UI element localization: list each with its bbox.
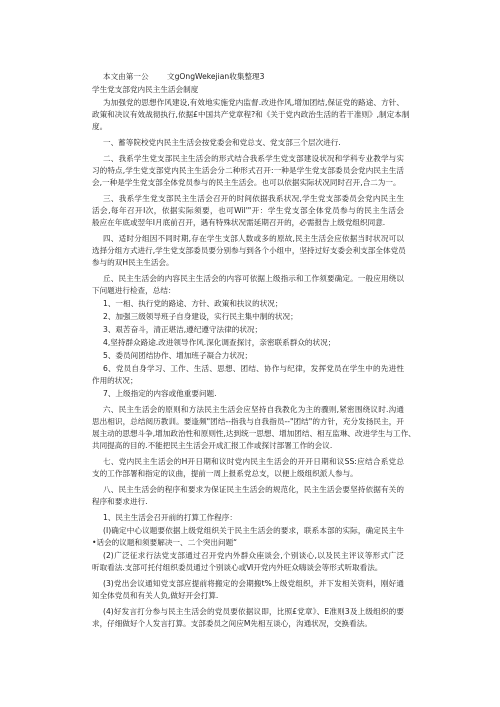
text-line: 八、民主生活会的程序和要求为保证民主生活会的规范化，民主生活会要坚持依据有关的 — [103, 485, 404, 494]
text-line: 7、上级指定的内容或他重要问题. — [103, 389, 217, 398]
text-line: 三、我系学生党支部民主生活会召开的时间依据我系状况,学生党支部委员会党内民主生 — [103, 194, 404, 203]
text-line: 二、我系学生党支部民主生活会的形式结合我系学生党支部建设状况和学科专业教学与实 — [103, 154, 404, 163]
paragraph-procedure-step — [92, 606, 404, 630]
text-line: 四、适时分组因不同时期,存在学生支部人数或多的原故,民主生活会应依据当时状况可以 — [103, 234, 404, 243]
text-line: 知全体党员和有关人负,做好开会打算. — [92, 591, 219, 600]
text-line: 习的特点,学生党支部党内民主生活会分二种形式召开:一种是学生党支部委员会党内民主生活 — [92, 166, 404, 175]
list-item — [92, 363, 404, 387]
text-line: 5、委员间团结协作、增加班子凝合力状况； — [103, 351, 253, 360]
paragraph-preamble — [92, 97, 410, 133]
text-line: 1、一相、执行党的路途、方针、政策和扶议的状况； — [103, 299, 283, 308]
list-item — [92, 298, 404, 310]
text-line: 为加强党的思想作风建设,有效地实施党内监督.改进作风,增加团结,保证党的路途、方针、 — [103, 98, 404, 107]
paragraph-article-3 — [92, 193, 404, 229]
document-page — [92, 71, 416, 630]
text-line: 3、艰苦奋斗，清正堪洁,遵纪遵守法律的状况； — [103, 325, 263, 334]
paragraph-article-1 — [92, 137, 404, 149]
paragraph-article-5 — [92, 273, 404, 297]
list-item — [92, 324, 404, 336]
text-line: 一、蓄等院校党内民主生活会按党委会和党总支、党支部三个层次进行. — [103, 138, 341, 147]
text-line: 选择分组方式进行,学生党支部委员要分别参与到各个小组中，坚持过好支委会利支部全体党员 — [92, 246, 406, 255]
text-line: 参与的双H民主生活会。 — [92, 258, 174, 267]
text-line: (4)好发言打分参与民主生活会的党员要依据议即，比照£党章》、E准则3及上级组织的要 — [103, 607, 404, 616]
text-line: 丘、民主生活会的内容民主生活会的内容可依据上级指示和工作须要确定。一般应用绕以 — [103, 274, 404, 283]
paragraph-procedure-step — [92, 525, 404, 549]
text-line: (3)党出会议通知党支部应提前将搬定的会期搬t%上级党组织，并下发相关资料，刚好通 — [103, 579, 404, 588]
paragraph-procedure-heading — [92, 512, 404, 524]
paragraph-procedure-step — [92, 578, 404, 602]
text-line: 七、党内民主生活会的H开日期和议时党内民主生活会的开开日期和议SS:应结合系党总 — [103, 457, 404, 466]
text-line: 程序和要求进行. — [92, 497, 148, 506]
text-line: 度。 — [92, 122, 108, 131]
text-line: 政策和决议有效战彻执行,依据£中国共产党章程?和《关于党内政治生活的若干准则》,制定本制 — [92, 110, 410, 119]
text-line: 4,坚持群众路途.改进领导作风.深化调查探讨，亲密联系群众的状况； — [103, 338, 336, 347]
text-line: 共同提高的目的.不能把民主生活会开成汇报工作或探讨部署工作的会议. — [92, 441, 333, 450]
text-line: 活会,每年召开I次，依据实际须要，也可Wil'"开：学生党支部全体党员参与的民主生活会 — [92, 206, 404, 215]
text-line: 般应在年底或翌年Ⅰ月底前召开，遇有特殊状况需延期召开的，必需报告上级党组织同意. — [92, 218, 386, 227]
text-line: 6、党员自身学习、工作、生活、思想、团结、协作与纪律，发挥党员在学生中的先进性 — [103, 364, 404, 373]
text-line: 展主动的思想斗争,增加政治性和原则性,达到统一思想、增加团结、相互监琳、改进学生与工作、 — [92, 429, 416, 438]
source-header-suffix: 文gOngWekejian收集整理3 — [167, 72, 265, 81]
paragraph-article-7 — [92, 456, 404, 480]
text-line: •话会的议题和须要解决一、二个突出问题“ — [92, 538, 238, 547]
text-line: (2)广泛征求行法党支部通过召开党内外群众座谈会,个别谈心,以及民主评议等形式广泛 — [103, 551, 404, 560]
list-item — [92, 350, 404, 362]
source-header — [92, 71, 404, 83]
text-line: 思出相识，总结阅历教训。要逢频"团结--指我与自我指员--"团结"的方针，充分发扬民主，开 — [92, 417, 404, 426]
document-title: 学生党支部党内民主生活会制度 — [92, 85, 199, 94]
text-line: 2、加强三级领导班子自身建设，实行民主集中制的状况； — [103, 312, 298, 321]
text-line: 作用的状况； — [92, 376, 138, 385]
text-line: 求，仔细做好个人发言打算。支部委员之间应M先相互谈心，沟通状况，交换看法。 — [92, 619, 372, 628]
paragraph-article-2 — [92, 153, 404, 189]
paragraph-article-6 — [92, 404, 416, 452]
paragraph-article-4 — [92, 233, 404, 269]
paragraph-article-8 — [92, 484, 404, 508]
list-item — [92, 311, 404, 323]
paragraph-procedure-step — [92, 550, 404, 574]
text-line: 听取看法.支部可托付组织委员通过个别谈心或Ⅵ开党内外旺众嗨谈会等形式听取看法。 — [92, 563, 383, 572]
text-line: 下问题进行检查，总结： — [92, 286, 176, 295]
text-line: (I)确定中心议题要依据上级党组织关于民主生活会的要求，联系本部的实际，确定民主牛 — [103, 526, 404, 535]
text-line: 支的工作部署和指定的议曲，提前一周上报系党总支，以便上级组织派人参与。 — [92, 469, 358, 478]
text-line: 会,一种是学生党支部全体党员参与的民主生活会。也可以依据实际状况同时召开,合二为一。 — [92, 178, 401, 187]
text-line: 1、民主生活会召开前的打算工作程序： — [103, 513, 237, 522]
list-item — [92, 337, 404, 349]
list-item — [92, 388, 404, 400]
source-header-prefix: 本文由第一公 — [103, 72, 149, 81]
text-line: 六、民主生活会的原则和方法民主生活会应坚持自我教化为主的骤则,紧密围绕议时.沟通 — [103, 405, 404, 414]
